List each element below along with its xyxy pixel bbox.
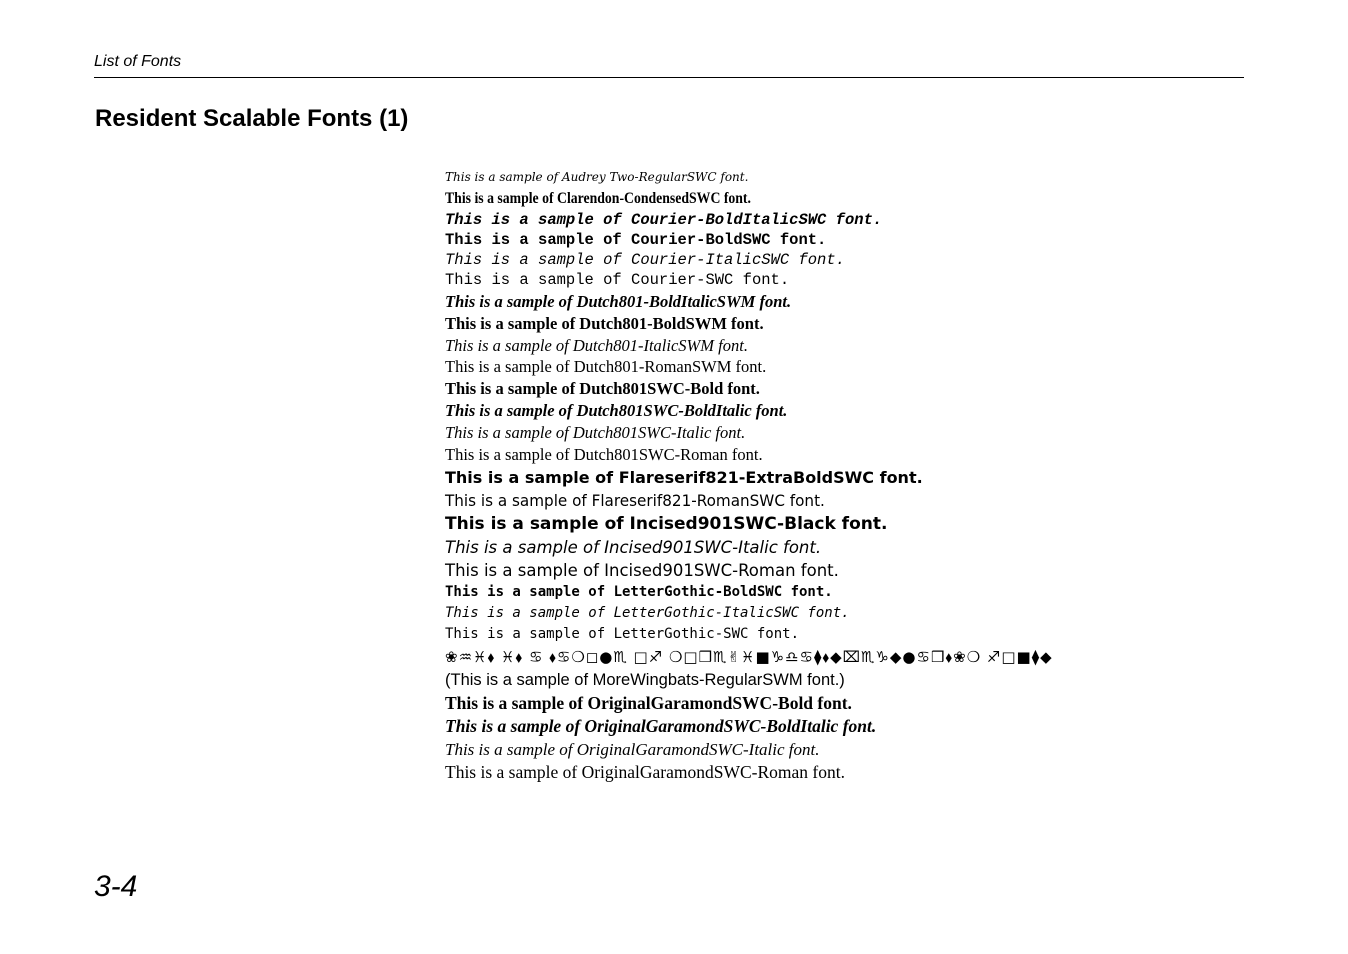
- font-sample-originalgaramond-bold: This is a sample of OriginalGaramondSWC-Bold font.: [445, 693, 852, 713]
- font-sample-lettergothic-bold: This is a sample of LetterGothic-BoldSWC font.: [445, 584, 833, 600]
- font-sample-dutch801-swc-italic: This is a sample of Dutch801SWC-Italic font.: [445, 423, 746, 442]
- font-sample-audrey-two-regular: This is a sample of Audrey Two-RegularSWC font.: [445, 170, 749, 184]
- font-sample-incised901-italic: This is a sample of Incised901SWC-Italic font.: [445, 538, 822, 557]
- font-sample-lettergothic-italic: This is a sample of LetterGothic-ItalicSWC font.: [445, 605, 850, 621]
- font-sample-morewingbats-glyphs: ❀♒♓⬧ ♓⬧ ♋ ⬧♋❍◻●♏ □♐ ❍□❒♏✌♓■♑♎♋⧫⬧◆⌧♏♑◆●♋❒⬧❀❍ ♐□■⧫◆: [445, 648, 1053, 666]
- font-sample-originalgaramond-italic: This is a sample of OriginalGaramondSWC-Italic font.: [445, 740, 820, 759]
- font-sample-dutch801-italic-swm: This is a sample of Dutch801-ItalicSWM font.: [445, 336, 748, 355]
- font-sample-dutch801-bold-italic-swm: This is a sample of Dutch801-BoldItalicSWM font.: [445, 292, 792, 311]
- font-sample-dutch801-bold-swm: This is a sample of Dutch801-BoldSWM font.: [445, 314, 764, 333]
- font-sample-morewingbats-caption: (This is a sample of MoreWingbats-RegularSWM font.): [445, 671, 845, 689]
- header-divider: [94, 77, 1244, 78]
- font-sample-originalgaramond-bold-italic: This is a sample of OriginalGaramondSWC-BoldItalic font.: [445, 716, 877, 736]
- font-sample-flareserif821-roman: This is a sample of Flareserif821-RomanSWC font.: [445, 491, 825, 510]
- font-sample-courier-italic: This is a sample of Courier-ItalicSWC font.: [445, 251, 845, 269]
- font-sample-incised901-black: This is a sample of Incised901SWC-Black font.: [445, 514, 888, 534]
- section-title: Resident Scalable Fonts (1): [95, 105, 409, 132]
- font-sample-incised901-roman: This is a sample of Incised901SWC-Roman font.: [445, 561, 839, 580]
- font-sample-courier: This is a sample of Courier-SWC font.: [445, 271, 790, 289]
- running-header: List of Fonts: [94, 53, 182, 70]
- font-sample-list: [445, 166, 1225, 784]
- font-sample-flareserif821-extrabold: This is a sample of Flareserif821-ExtraBoldSWC font.: [445, 468, 923, 487]
- font-sample-originalgaramond-roman: This is a sample of OriginalGaramondSWC-Roman font.: [445, 762, 845, 782]
- font-sample-courier-bold: This is a sample of Courier-BoldSWC font.: [445, 231, 827, 249]
- font-sample-dutch801-swc-roman: This is a sample of Dutch801SWC-Roman font.: [445, 445, 763, 464]
- page-number: 3-4: [94, 870, 138, 903]
- font-sample-lettergothic: This is a sample of LetterGothic-SWC font.: [445, 626, 800, 642]
- font-sample-courier-bold-italic: This is a sample of Courier-BoldItalicSWC font.: [445, 211, 883, 229]
- font-sample-dutch801-swc-bold-italic: This is a sample of Dutch801SWC-BoldItalic font.: [445, 401, 788, 420]
- font-sample-clarendon-condensed: This is a sample of Clarendon-CondensedSWC font.: [445, 190, 751, 207]
- font-sample-dutch801-swc-bold: This is a sample of Dutch801SWC-Bold font.: [445, 379, 760, 398]
- font-sample-dutch801-roman-swm: This is a sample of Dutch801-RomanSWM font.: [445, 357, 767, 376]
